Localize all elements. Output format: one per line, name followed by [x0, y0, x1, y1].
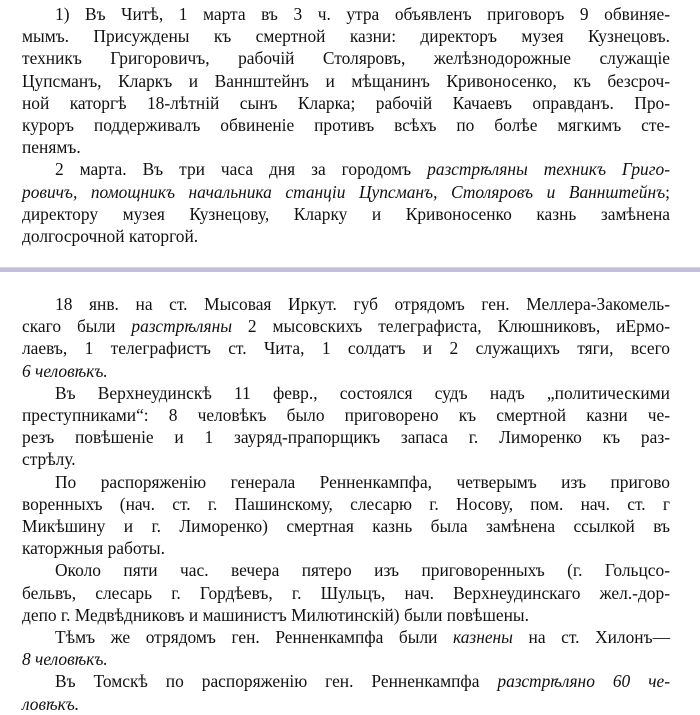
- text-line: [22, 448, 670, 470]
- text-run: мымъ. Присуждены къ смертной казни: директоръ музея Кузнецовъ.: [22, 26, 670, 47]
- text-line: [22, 360, 670, 382]
- text-line: [22, 537, 670, 559]
- text-run: директору музея Кузнецову, Кларку и Кривоносенко казнь замѣнена: [22, 203, 670, 224]
- text-run: воренныхъ (нач. ст. г. Пашинскому, слесарю г. Носову, пом. нач. ст. г: [22, 493, 670, 514]
- italic-text: разстрѣляно 60 че-: [497, 671, 670, 692]
- text-line: [22, 337, 670, 359]
- document-section-2: [22, 293, 670, 715]
- document-section-1: [22, 3, 670, 247]
- text-run: Въ Томскѣ по распоряженію ген. Ренненкампфа: [55, 671, 498, 692]
- text-run: 2 марта. Въ три часа дня за городомъ: [55, 159, 428, 180]
- text-line: [22, 136, 670, 158]
- text-run: стрѣлу.: [22, 449, 76, 470]
- text-run: пенямъ.: [22, 137, 81, 158]
- italic-text: казнены: [453, 627, 513, 648]
- text-run: на ст. Хилонъ—: [512, 627, 670, 648]
- text-run: каторжныя работы.: [22, 538, 165, 559]
- paragraph: [22, 158, 670, 247]
- text-run: техникъ Григоровичъ, рабочій Столяровъ, желѣзнодорожные служащіе: [22, 48, 670, 69]
- text-line: [22, 626, 670, 648]
- paragraph: [22, 626, 670, 670]
- text-line: [22, 293, 670, 315]
- text-line: [22, 25, 670, 47]
- text-line: [22, 114, 670, 136]
- text-line: [22, 582, 670, 604]
- text-line: [22, 70, 670, 92]
- text-line: [22, 604, 670, 626]
- italic-text: ловѣкъ.: [22, 693, 80, 714]
- text-line: [22, 670, 670, 692]
- text-run: долгосрочной каторгой.: [22, 226, 199, 247]
- text-run: депо г. Медвѣдниковъ и машинистъ Милютинскій) были повѣшены.: [22, 604, 529, 625]
- text-line: [22, 92, 670, 114]
- text-run: Микѣшину и г. Лиморенко) смертная казнь была замѣнена ссылкой въ: [22, 516, 670, 537]
- text-run: куроръ поддерживалъ обвиненіе противъ всѣхъ по болѣе мягкимъ сте-: [22, 115, 670, 136]
- italic-text: 8 человѣкъ.: [22, 649, 108, 670]
- text-line: [22, 426, 670, 448]
- text-line: [22, 181, 670, 203]
- text-run: Въ Верхнеудинскѣ 11 февр., состоялся судъ надъ „политическими: [55, 382, 670, 403]
- italic-text: разстрѣляны: [131, 316, 232, 337]
- text-line: [22, 382, 670, 404]
- text-run: бельвъ, слесарь г. Гордѣевъ, г. Шульцъ, нач. Верхнеудинскаго жел.-дор-: [22, 582, 670, 603]
- italic-text: ровичъ, помощникъ начальника станціи Цупсманъ, Столяровъ и Ваннштейнъ: [22, 181, 666, 202]
- text-line: [22, 493, 670, 515]
- italic-text: 6 человѣкъ.: [22, 360, 108, 381]
- text-run: лаевъ, 1 телеграфистъ ст. Чита, 1 солдатъ и 2 служащихъ тяги, всего: [22, 338, 670, 359]
- paragraph: [22, 382, 670, 471]
- paragraph: [22, 3, 670, 158]
- text-line: [22, 3, 670, 25]
- text-run: По распоряженію генерала Ренненкампфа, четверымъ изъ пригово: [55, 471, 670, 492]
- text-run: 1) Въ Читѣ, 1 марта въ 3 ч. утра объявленъ приговоръ 9 обвиняе-: [55, 4, 670, 24]
- text-run: 2 мысовскихъ телеграфиста, Клюшниковъ, иЕрмо-: [232, 316, 671, 337]
- text-run: ;: [665, 181, 670, 202]
- paragraph: [22, 559, 670, 626]
- page-divider-offset: [362, 269, 700, 272]
- text-line: [22, 203, 670, 225]
- text-run: Около пяти час. вечера пятеро изъ приговоренныхъ (г. Гольцсо-: [55, 560, 670, 581]
- text-run: Тѣмъ же отрядомъ ген. Ренненкампфа были: [55, 627, 454, 648]
- italic-text: разстрѣляны техникъ Григо-: [427, 159, 671, 180]
- text-line: [22, 315, 670, 337]
- text-run: 18 янв. на ст. Мысовая Иркут. губ отрядомъ ген. Меллера-Закомель-: [55, 294, 670, 314]
- text-line: [22, 471, 670, 493]
- text-run: скаго были: [22, 316, 132, 337]
- text-run: Цупсманъ, Кларкъ и Ваннштейнъ и мѣщанинъ Кривоносенко, къ безсроч-: [22, 70, 670, 91]
- paragraph: [22, 293, 670, 382]
- text-run: ной каторгѣ 18-лѣтній сынъ Кларка; рабочій Качаевъ оправданъ. Про-: [22, 92, 670, 113]
- text-line: [22, 559, 670, 581]
- text-run: преступниками“: 8 человѣкъ было приговорено къ смертной казни че-: [22, 405, 670, 426]
- text-line: [22, 515, 670, 537]
- paragraph: [22, 670, 670, 714]
- text-line: [22, 158, 670, 180]
- text-line: [22, 404, 670, 426]
- text-run: резъ повѣшеніе и 1 зауряд-прапорщикъ запаса г. Лиморенко къ раз-: [22, 427, 670, 448]
- text-line: [22, 47, 670, 69]
- text-line: [22, 225, 670, 247]
- text-line: [22, 648, 670, 670]
- paragraph: [22, 471, 670, 560]
